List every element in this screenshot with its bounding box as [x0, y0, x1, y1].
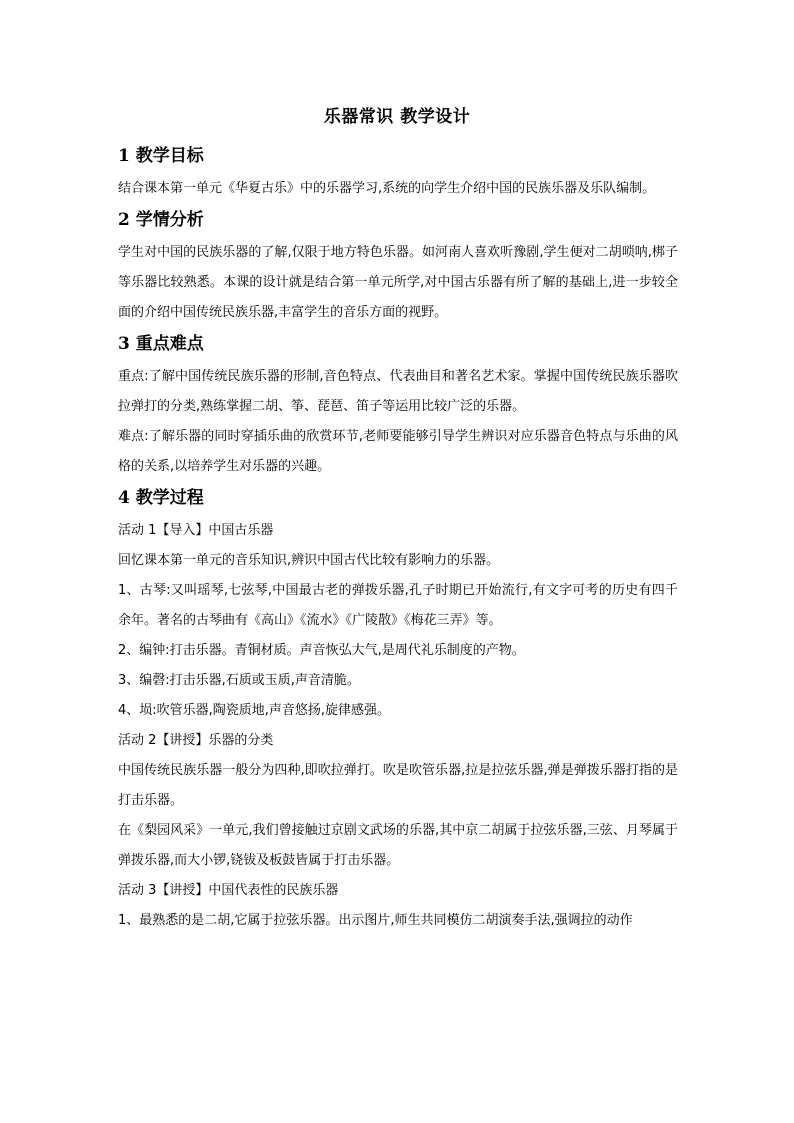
- paragraph: 3、编磬:打击乐器,石质或玉质,声音清脆。: [118, 673, 360, 688]
- paragraph: 回忆课本第一单元的音乐知识,辨识中国古代比较有影响力的乐器。: [118, 553, 500, 568]
- paragraph: 4、埙:吹管乐器,陶瓷质地,声音悠扬,旋律感强。: [118, 703, 391, 718]
- activity-title: 活动 2【讲授】乐器的分类: [118, 733, 274, 748]
- paragraph: 在《梨园风采》一单元,我们曾接触过京剧文武场的乐器,其中京二胡属于拉弦乐器,三弦、月琴属于弹拨乐器,而大小锣,铙钹及板鼓皆属于打击乐器。: [118, 823, 678, 868]
- section-heading: 3 重点难点: [118, 334, 204, 354]
- section-heading: 2 学情分析: [118, 210, 204, 230]
- paragraph: 1、古琴:又叫瑶琴,七弦琴,中国最古老的弹拨乐器,孔子时期已开始流行,有文字可考的历史有四千余年。著名的古琴曲有《高山》《流水》《广陵散》《梅花三弄》等。: [118, 583, 678, 628]
- paragraph: 2、编钟:打击乐器。青铜材质。声音恢弘大气,是周代礼乐制度的产物。: [118, 643, 525, 658]
- section-teaching-goals: [118, 144, 678, 204]
- activity-title: 活动 1【导入】中国古乐器: [118, 523, 274, 538]
- activity-title: 活动 3【讲授】中国代表性的民族乐器: [118, 883, 339, 898]
- paragraph: 结合课本第一单元《华夏古乐》中的乐器学习,系统的向学生介绍中国的民族乐器及乐队编制。: [118, 181, 656, 196]
- paragraph: 1、最熟悉的是二胡,它属于拉弦乐器。出示图片,师生共同模仿二胡演奏手法,强调拉的动作: [118, 913, 633, 928]
- section-heading: 1 教学目标: [118, 146, 204, 166]
- section-key-points: [118, 332, 678, 482]
- document-title: 乐器常识 教学设计: [323, 107, 471, 127]
- paragraph: 学生对中国的民族乐器的了解,仅限于地方特色乐器。如河南人喜欢听豫剧,学生便对二胡唢呐,梆子等乐器比较熟悉。本课的设计就是结合第一单元所学,对中国古乐器有所了解的基础上,进一步较全面的介绍中国传统民族乐器,丰富学生的音乐方面的视野。: [118, 245, 678, 320]
- paragraph: 难点:了解乐器的同时穿插乐曲的欣赏环节,老师要能够引导学生辨识对应乐器音色特点与乐曲的风格的关系,以培养学生对乐器的兴趣。: [118, 429, 678, 474]
- section-teaching-process: [118, 486, 678, 936]
- paragraph: 中国传统民族乐器一般分为四种,即吹拉弹打。吹是吹管乐器,拉是拉弦乐器,弹是弹拨乐器打指的是打击乐器。: [118, 763, 678, 808]
- section-heading: 4 教学过程: [118, 488, 204, 508]
- paragraph: 重点:了解中国传统民族乐器的形制,音色特点、代表曲目和著名艺术家。掌握中国传统民族乐器吹拉弹打的分类,熟练掌握二胡、筝、琵琶、笛子等运用比较广泛的乐器。: [118, 369, 678, 414]
- section-student-analysis: [118, 208, 678, 328]
- document-body: [118, 140, 678, 936]
